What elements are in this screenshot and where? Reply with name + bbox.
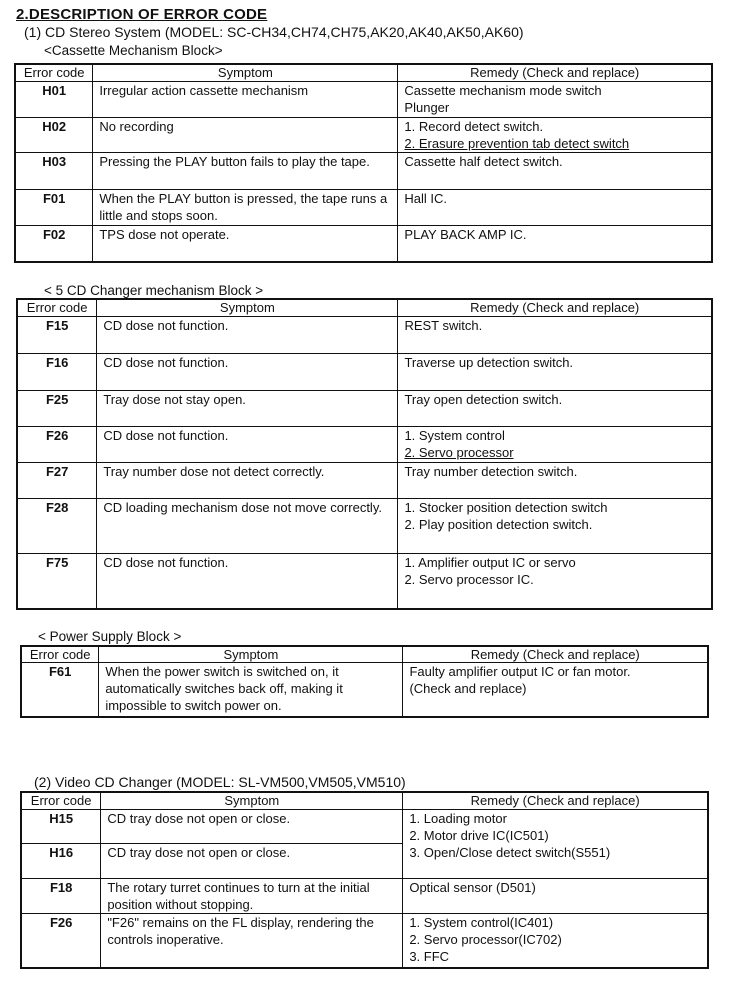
error-code: F01 (15, 189, 93, 225)
symptom: The rotary turret continues to turn at the initial position without stopping. (101, 878, 403, 913)
section1-heading: (1) CD Stereo System (MODEL: SC-CH34,CH74,CH75,AK20,AK40,AK50,AK60) (24, 24, 524, 40)
symptom: CD dose not function. (97, 353, 398, 390)
remedy: Tray open detection switch. (398, 390, 712, 426)
table-row (15, 117, 712, 152)
error-code: F02 (15, 225, 93, 262)
remedy: 1. System control(IC401) 2. Servo processor(IC702) 3. FFC (403, 913, 708, 968)
symptom: CD dose not function. (97, 553, 398, 609)
remedy: Optical sensor (D501) (403, 878, 708, 913)
header-symptom: Symptom (101, 792, 403, 809)
symptom: Irregular action cassette mechanism (93, 81, 398, 117)
symptom: CD dose not function. (97, 426, 398, 462)
symptom: No recording (93, 117, 398, 152)
cd-changer-block-title: < 5 CD Changer mechanism Block > (44, 283, 264, 298)
error-code: H16 (21, 843, 101, 878)
remedy: 1. Stocker position detection switch 2. Play position detection switch. (398, 498, 712, 553)
remedy: 1. Amplifier output IC or servo 2. Servo processor IC. (398, 553, 712, 609)
error-code: F15 (17, 316, 97, 353)
table-row (15, 225, 712, 262)
header-remedy: Remedy (Check and replace) (398, 64, 712, 81)
symptom: "F26" remains on the FL display, rendering the controls inoperative. (101, 913, 403, 968)
document-title: 2.DESCRIPTION OF ERROR CODE (16, 6, 268, 23)
symptom: When the power switch is switched on, it automatically switches back off, making it impossible to switch power on. (99, 663, 403, 717)
symptom: CD dose not function. (97, 316, 398, 353)
error-code: F28 (17, 498, 97, 553)
error-code: F25 (17, 390, 97, 426)
header-error-code: Error code (15, 64, 93, 81)
remedy: Cassette mechanism mode switch Plunger (398, 81, 712, 117)
symptom: Tray number dose not detect correctly. (97, 462, 398, 498)
table-row (17, 553, 712, 609)
error-code: F27 (17, 462, 97, 498)
symptom: CD tray dose not open or close. (101, 809, 403, 843)
error-code: F75 (17, 553, 97, 609)
header-remedy: Remedy (Check and replace) (403, 646, 708, 663)
header-remedy: Remedy (Check and replace) (398, 299, 712, 316)
error-code: H02 (15, 117, 93, 152)
remedy: Tray number detection switch. (398, 462, 712, 498)
error-code: F61 (21, 663, 99, 717)
cassette-error-table (14, 63, 713, 263)
power-supply-error-table (20, 645, 709, 718)
error-code: H03 (15, 152, 93, 189)
table-row (17, 498, 712, 553)
remedy: Cassette half detect switch. (398, 152, 712, 189)
table-row (21, 878, 708, 913)
table-row (21, 663, 708, 717)
header-symptom: Symptom (99, 646, 403, 663)
header-symptom: Symptom (97, 299, 398, 316)
remedy: REST switch. (398, 316, 712, 353)
symptom: TPS dose not operate. (93, 225, 398, 262)
table-row (15, 189, 712, 225)
error-code: F16 (17, 353, 97, 390)
remedy: Faulty amplifier output IC or fan motor. (Check and replace) (403, 663, 708, 717)
symptom: CD tray dose not open or close. (101, 843, 403, 878)
shared-remedy: 1. Loading motor 2. Motor drive IC(IC501) 3. Open/Close detect switch(S551) (403, 809, 708, 878)
table-row (17, 353, 712, 390)
header-remedy: Remedy (Check and replace) (403, 792, 708, 809)
video-cd-error-table (20, 791, 709, 969)
remedy: 1. Record detect switch. 2. Erasure prevention tab detect switch (398, 117, 712, 152)
table-row (17, 426, 712, 462)
remedy: Traverse up detection switch. (398, 353, 712, 390)
cassette-block-title: <Cassette Mechanism Block> (44, 43, 223, 58)
symptom: Pressing the PLAY button fails to play the tape. (93, 152, 398, 189)
remedy: Hall IC. (398, 189, 712, 225)
error-code: H01 (15, 81, 93, 117)
symptom: CD loading mechanism dose not move correctly. (97, 498, 398, 553)
header-symptom: Symptom (93, 64, 398, 81)
table-row (15, 81, 712, 117)
cd-changer-error-table (16, 298, 713, 610)
symptom: Tray dose not stay open. (97, 390, 398, 426)
header-error-code: Error code (17, 299, 97, 316)
table-row (17, 390, 712, 426)
table-row (17, 316, 712, 353)
symptom: When the PLAY button is pressed, the tape runs a little and stops soon. (93, 189, 398, 225)
section2-heading: (2) Video CD Changer (MODEL: SL-VM500,VM505,VM510) (34, 774, 406, 790)
power-supply-block-title: < Power Supply Block > (38, 629, 182, 644)
table-row (21, 913, 708, 968)
error-code: F26 (21, 913, 101, 968)
table-row (17, 462, 712, 498)
remedy: PLAY BACK AMP IC. (398, 225, 712, 262)
error-code: F26 (17, 426, 97, 462)
header-error-code: Error code (21, 646, 99, 663)
error-code: H15 (21, 809, 101, 843)
remedy: 1. System control 2. Servo processor (398, 426, 712, 462)
table-row (21, 809, 708, 843)
error-code: F18 (21, 878, 101, 913)
header-error-code: Error code (21, 792, 101, 809)
table-row (15, 152, 712, 189)
